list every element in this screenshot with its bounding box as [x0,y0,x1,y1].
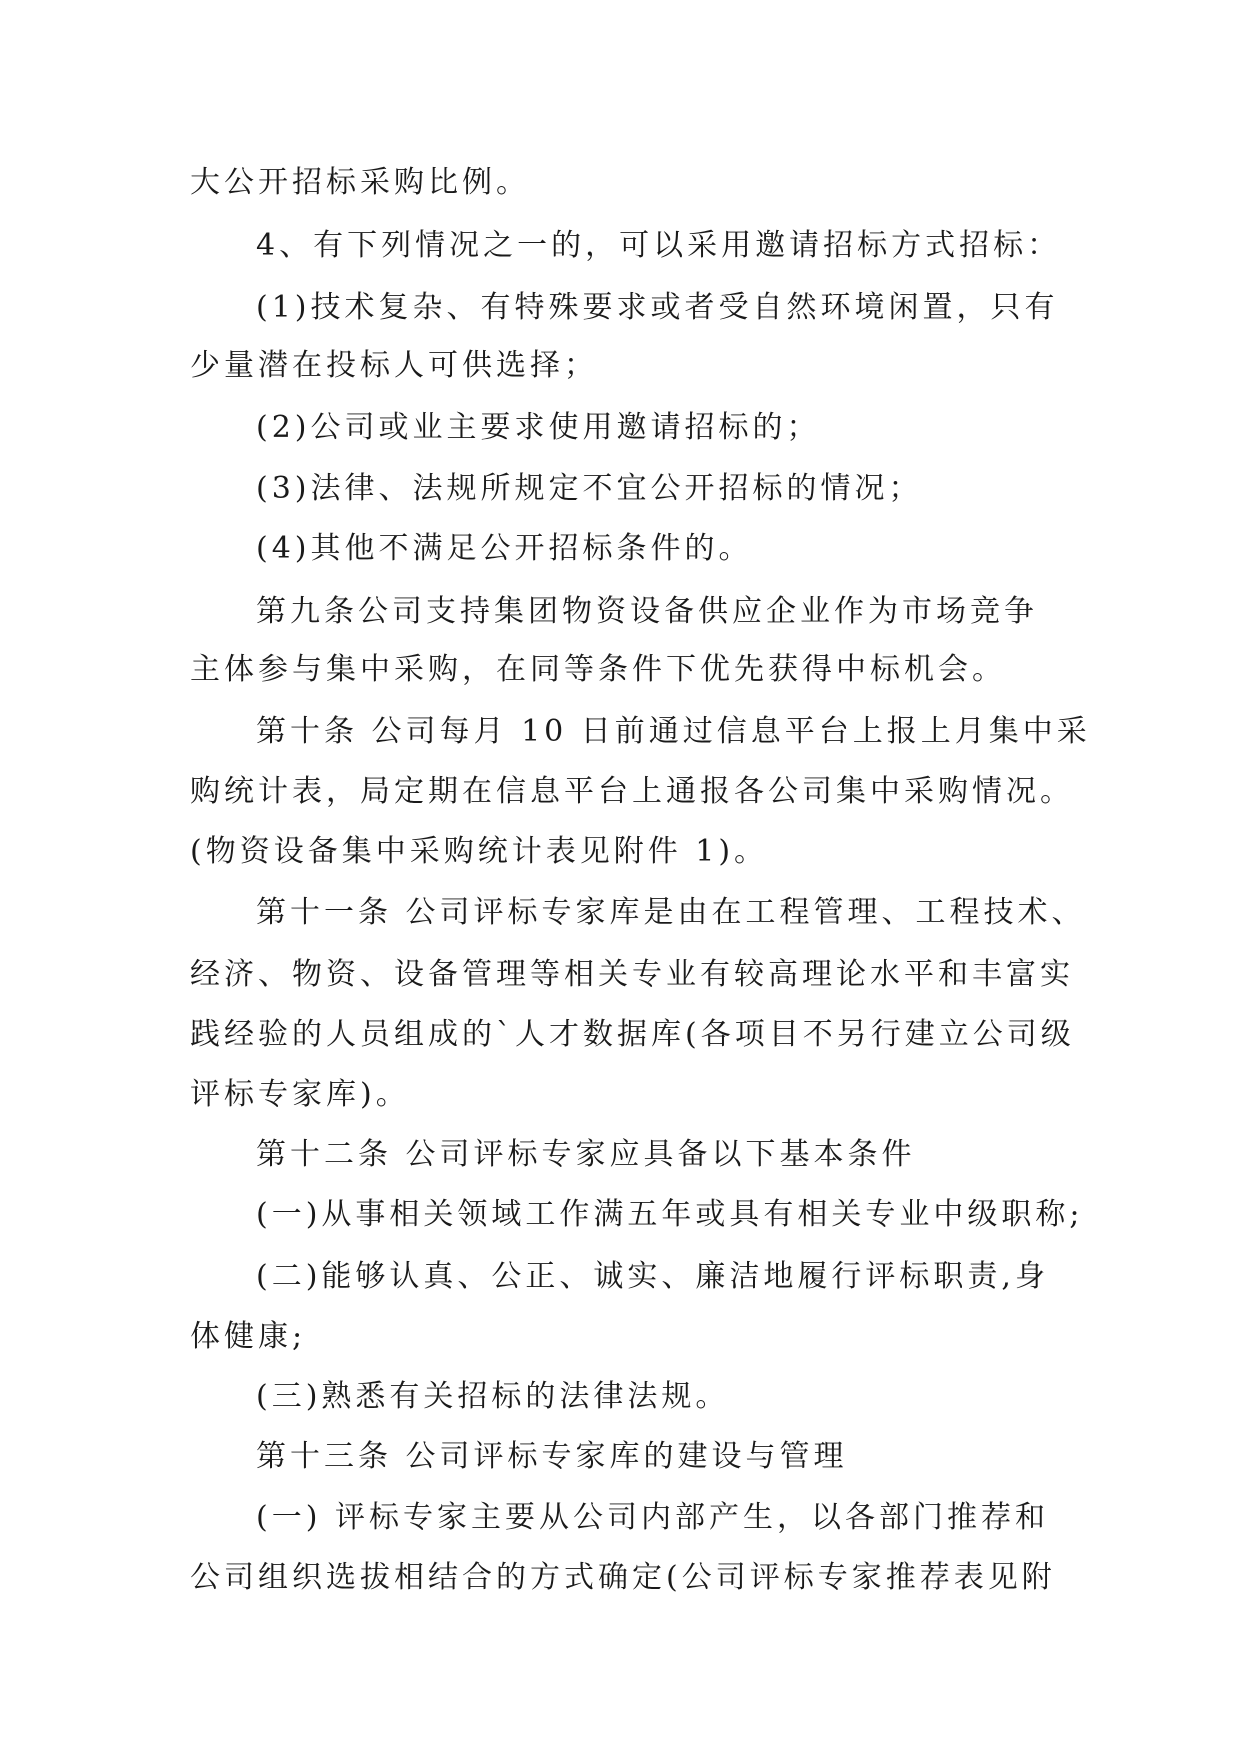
text-line: 少量潜在投标人可供选择； [190,348,598,383]
text-line: 第九条公司支持集团物资设备供应企业作为市场竞争 [256,594,1038,629]
text-line: (3)法律、法规所规定不宜公开招标的情况； [256,471,923,506]
text-line: (二)能够认真、公正、诚实、廉洁地履行评标职责,身 [256,1259,1049,1294]
text-line: 第十二条 公司评标专家应具备以下基本条件 [256,1137,916,1172]
text-line: 第十一条 公司评标专家库是由在工程管理、工程技术、 [256,895,1086,930]
text-line: 大公开招标采购比例。 [190,165,530,200]
text-line: 第十三条 公司评标专家库的建设与管理 [256,1439,848,1474]
text-line: (三)熟悉有关招标的法律法规。 [256,1379,730,1414]
text-line: 公司组织选拔相结合的方式确定(公司评标专家推荐表见附 [190,1560,1056,1595]
text-line: (物资设备集中采购统计表见附件 1)。 [190,834,769,869]
text-line: 主体参与集中采购，在同等条件下优先获得中标机会。 [190,652,1006,687]
text-line: (2)公司或业主要求使用邀请招标的； [256,410,821,445]
text-line: 经济、物资、设备管理等相关专业有较高理论水平和丰富实 [190,957,1074,992]
text-line: (4)其他不满足公开招标条件的。 [256,531,753,566]
text-line: (一) 评标专家主要从公司内部产生，以各部门推荐和 [256,1500,1049,1535]
text-line: (1)技术复杂、有特殊要求或者受自然环境闲置，只有 [256,290,1059,325]
text-line: 4、有下列情况之一的，可以采用邀请招标方式招标： [256,228,1062,263]
text-line: (一)从事相关领域工作满五年或具有相关专业中级职称; [256,1197,1084,1232]
text-line: 第十条 公司每月 10 日前通过信息平台上报上月集中采 [256,714,1091,749]
text-line: 评标专家库)。 [190,1077,410,1112]
text-line: 购统计表，局定期在信息平台上通报各公司集中采购情况。 [190,774,1074,809]
text-line: 践经验的人员组成的`人才数据库(各项目不另行建立公司级 [190,1017,1075,1052]
text-line: 体健康; [190,1319,307,1354]
